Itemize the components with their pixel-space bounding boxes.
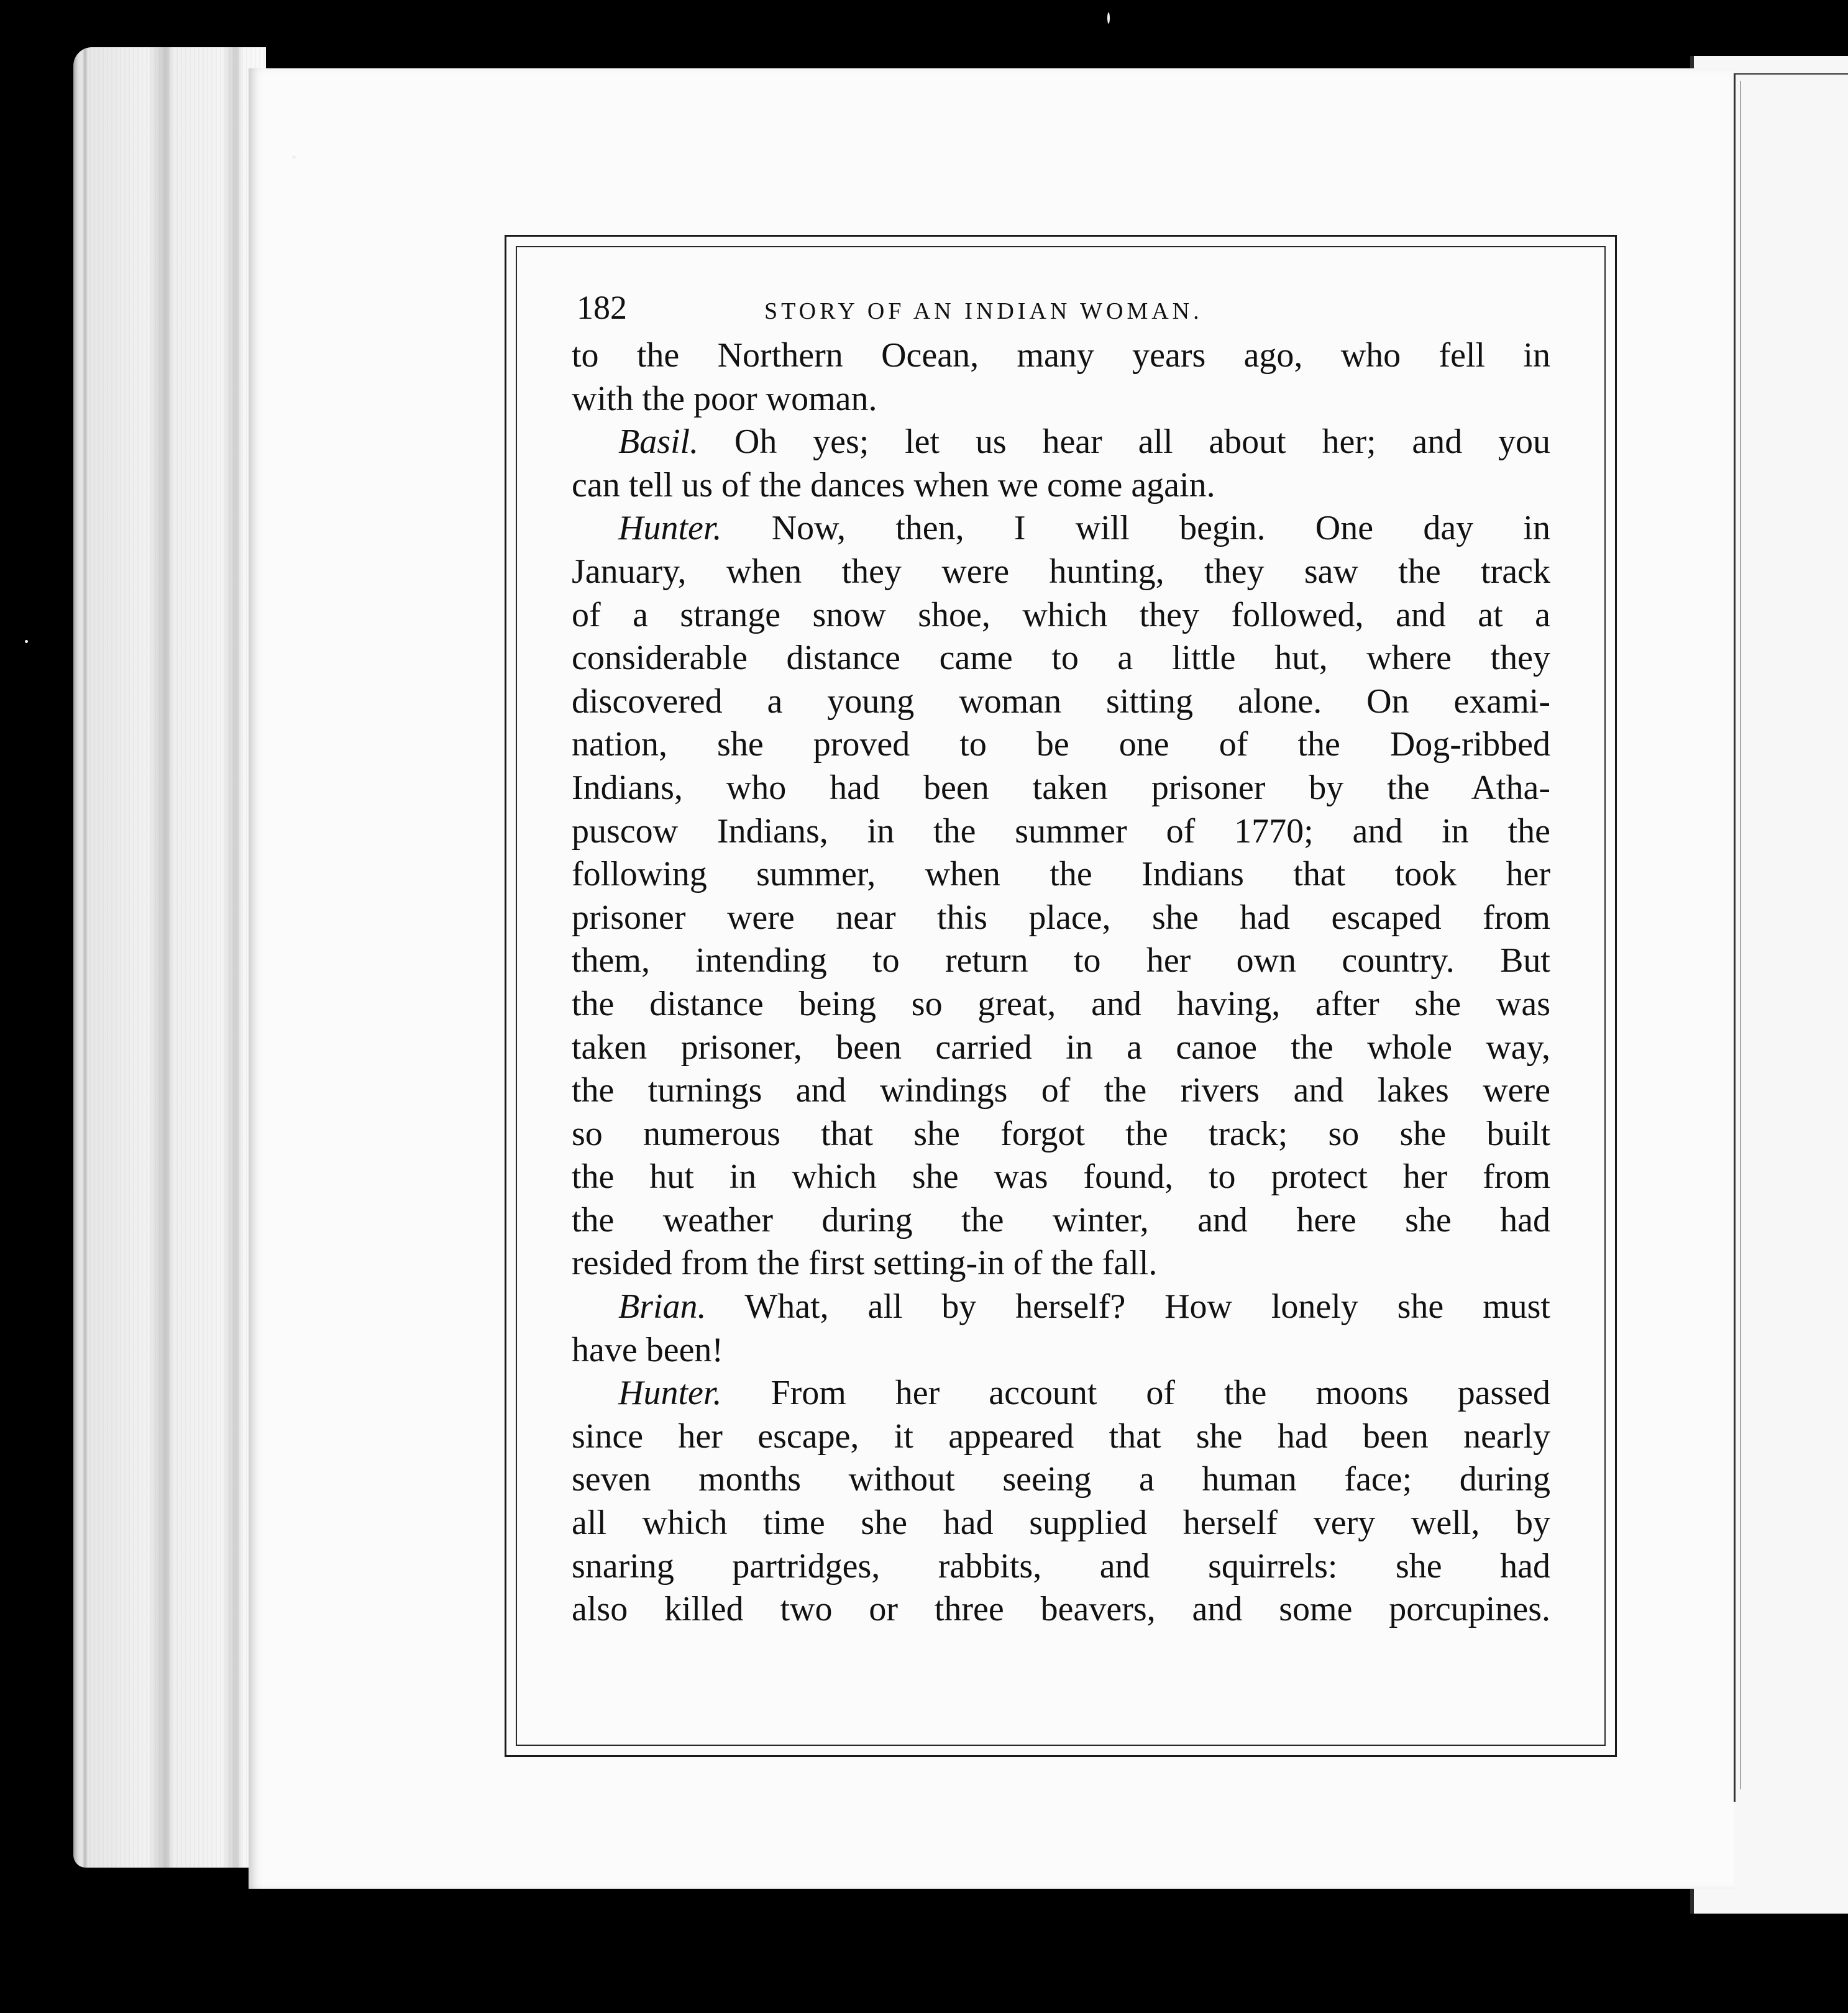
scan-speck — [1107, 12, 1110, 24]
text-line: to the Northern Ocean, many years ago, who fell in — [572, 336, 1550, 375]
dialogue-text: Oh yes; let us hear all about her; and you — [734, 422, 1551, 462]
speaker-name: Hunter. — [618, 509, 722, 548]
page-edges — [73, 47, 266, 1868]
dialogue-text: Now, then, I will begin. One day in — [771, 509, 1550, 548]
dialogue-text: From her account of the moons passed — [771, 1374, 1550, 1413]
text-line: also killed two or three beavers, and some porcupines. — [572, 1590, 1550, 1629]
text-line: all which time she had supplied herself very well, by — [572, 1504, 1550, 1543]
text-line: resided from the first setting-in of the fall. — [572, 1244, 1158, 1283]
facing-page-inner-border — [1740, 81, 1848, 1789]
text-line: the hut in which she was found, to protect her from — [572, 1157, 1550, 1197]
page-number: 182 — [577, 289, 627, 326]
text-line: have been! — [572, 1330, 724, 1369]
text-line: since her escape, it appeared that she had been nearly — [572, 1417, 1550, 1456]
text-line: discovered a young woman sitting alone. On exami- — [572, 682, 1550, 721]
text-line: following summer, when the Indians that took her — [572, 855, 1550, 894]
dialogue-line — [572, 1285, 1550, 1329]
text-line: snaring partridges, rabbits, and squirrels: she had — [572, 1546, 1550, 1586]
text-line: seven months without seeing a human face; during — [572, 1460, 1550, 1499]
dialogue-line — [572, 421, 1550, 464]
running-head — [572, 286, 1550, 329]
scan-speck — [292, 155, 296, 159]
speaker-name: Basil. — [618, 422, 699, 462]
text-line: the turnings and windings of the rivers and lakes were — [572, 1071, 1550, 1110]
text-line: considerable distance came to a little hut, where they — [572, 639, 1550, 678]
text-line: the weather during the winter, and here she had — [572, 1200, 1550, 1239]
text-line: January, when they were hunting, they saw the track — [572, 552, 1550, 591]
text-line: prisoner were near this place, she had escaped from — [572, 898, 1550, 937]
speaker-name: Hunter. — [618, 1374, 722, 1413]
dialogue-line — [572, 507, 1550, 550]
text-line: nation, she proved to be one of the Dog-ribbed — [572, 725, 1550, 764]
text-block — [572, 286, 1550, 1632]
dialogue-line — [572, 1372, 1550, 1415]
text-line: puscow Indians, in the summer of 1770; and in the — [572, 811, 1550, 851]
text-line: so numerous that she forgot the track; so she built — [572, 1114, 1550, 1153]
page-edge-lines — [73, 47, 266, 1868]
dialogue-text: What, all by herself? How lonely she must — [744, 1287, 1550, 1326]
text-line: the distance being so great, and having, after she was — [572, 984, 1550, 1023]
text-line: Indians, who had been taken prisoner by the Atha- — [572, 768, 1550, 807]
scan-speck — [25, 640, 28, 643]
speaker-name: Brian. — [618, 1287, 707, 1326]
text-line: of a strange snow shoe, which they followed, and at a — [572, 595, 1550, 634]
body-text — [572, 334, 1550, 1632]
text-line: them, intending to return to her own country. But — [572, 941, 1550, 980]
text-line: with the poor woman. — [572, 379, 877, 418]
running-title: STORY OF AN INDIAN WOMAN. — [764, 298, 1203, 324]
text-line: taken prisoner, been carried in a canoe the whole way, — [572, 1028, 1550, 1067]
text-line: can tell us of the dances when we come again. — [572, 465, 1215, 504]
